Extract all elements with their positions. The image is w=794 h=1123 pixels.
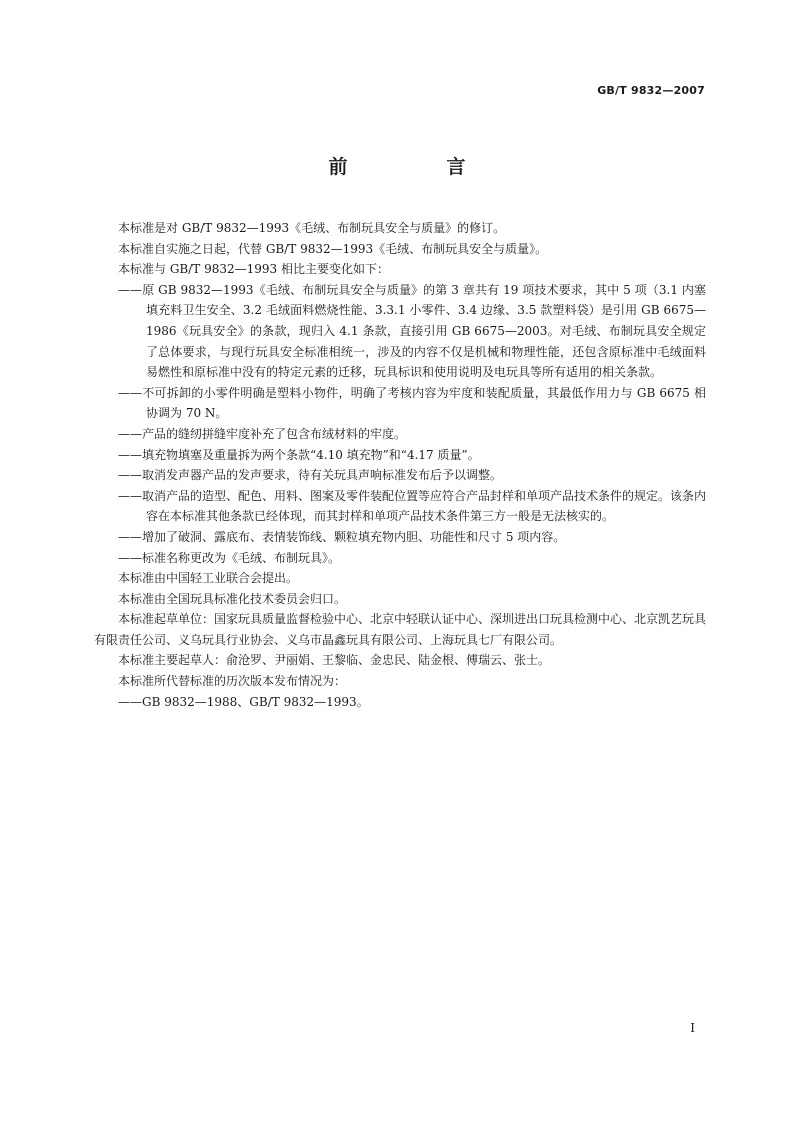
change-item: ——标准名称更改为《毛绒、布制玩具》。	[118, 550, 341, 565]
paragraph-drafting-units: 本标准起草单位：国家玩具质量监督检验中心、北京中轻联认证中心、深圳进出口玩具检测中心、北京凯艺玩具有限责任公司、义乌玩具行业协会、义乌市晶鑫玩具有限公司、上海玩具七厂有限公司。	[94, 612, 707, 647]
change-item: ——产品的缝纫拼缝牢度补充了包含布绒材料的牢度。	[118, 426, 407, 441]
paragraph-drafters: 本标准主要起草人：俞沧罗、尹丽娟、王黎临、金忠民、陆金根、傅瑞云、张士。	[118, 653, 551, 668]
change-item: ——原 GB 9832—1993《毛绒、布制玩具安全与质量》的第 3 章共有 19 项技术要求，其中 5 项（3.1 内塞填充料卫生安全、3.2 毛绒面料燃烧性能、3.3.1 小零件、3.4 边缘、3.5 款塑料袋）是引用 GB 6675—1986《玩具安全》的条款，现归入 4.1 条款，直接引用 GB 6675—2003。对毛绒、布制玩具安全规定了总体要求，与现行玩具安全标准相统一，涉及的内容不仅是机械和物理性能，还包含原标准中毛绒面料易燃性和原标准中没有的特定元素的迁移，玩具标识和使用说明及电玩具等所有适用的相关条款。	[118, 282, 706, 380]
document-body	[94, 218, 706, 712]
paragraph-replace: 本标准自实施之日起，代替 GB/T 9832—1993《毛绒、布制玩具安全与质量》。	[118, 241, 548, 256]
paragraph-centralized: 本标准由全国玩具标准化技术委员会归口。	[118, 591, 347, 606]
change-item: ——填充物填塞及重量拆为两个条款“4.10 填充物”和“4.17 质量”。	[118, 447, 480, 462]
change-item: ——增加了破洞、露底布、表情装饰线、颗粒填充物内胆、功能性和尺寸 5 项内容。	[118, 529, 566, 544]
page-title: 前 言	[328, 156, 506, 178]
change-item: ——取消发声器产品的发声要求，待有关玩具声响标准发布后予以调整。	[118, 468, 503, 483]
history-item: ——GB 9832—1988、GB/T 9832—1993。	[118, 694, 369, 709]
standard-code: GB/T 9832—2007	[597, 84, 705, 97]
paragraph-changes-intro: 本标准与 GB/T 9832—1993 相比主要变化如下：	[118, 262, 389, 277]
page-number: I	[690, 1021, 695, 1035]
change-item: ——取消产品的造型、配色、用料、图案及零件装配位置等应符合产品封样和单项产品技术条件的规定。该条内容在本标准其他条款已经体现，而其封样和单项产品技术条件第三方一般是无法核实的。	[118, 488, 707, 524]
paragraph-revision: 本标准是对 GB/T 9832—1993《毛绒、布制玩具安全与质量》的修订。	[118, 221, 506, 235]
paragraph-proposer: 本标准由中国轻工业联合会提出。	[118, 571, 299, 586]
change-item: ——不可拆卸的小零件明确是塑料小物件，明确了考核内容为牢度和装配质量，其最低作用力与 GB 6675 相协调为 70 N。	[118, 385, 706, 421]
paragraph-history-intro: 本标准所代替标准的历次版本发布情况为：	[118, 674, 347, 689]
